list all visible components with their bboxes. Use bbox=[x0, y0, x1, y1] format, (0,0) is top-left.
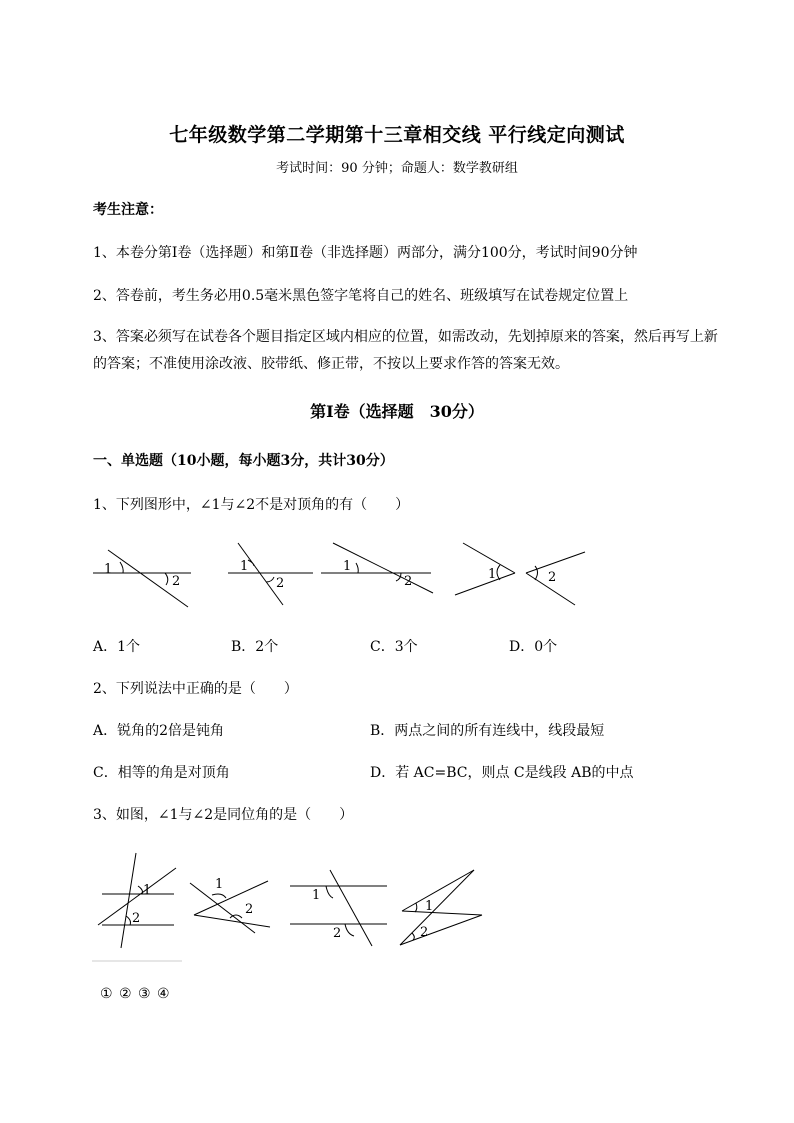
q3-fig3-label-1: 1 bbox=[312, 888, 321, 903]
q3-fig3-label-2: 2 bbox=[333, 926, 342, 941]
q3-fig4-line-b bbox=[402, 911, 482, 915]
q3-fig4-line-d bbox=[400, 915, 482, 945]
note-item-3: 3、答案必须写在试卷各个题目指定区域内相应的位置，如需改动，先划掉原来的答案，然后再写上新 bbox=[93, 329, 718, 345]
q3-fig4-arc-1 bbox=[415, 903, 417, 912]
note-item-3-cont: 的答案；不准使用涂改液、胶带纸、修正带，不按以上要求作答的答案无效。 bbox=[93, 356, 569, 372]
section-title: 第Ⅰ卷（选择题 30分） bbox=[310, 402, 484, 421]
fig2-label-2: 2 bbox=[276, 576, 285, 591]
q1-option-a[interactable]: A．1个 bbox=[93, 639, 141, 655]
fig3-label-2: 2 bbox=[404, 574, 413, 589]
page-title: 七年级数学第二学期第十三章相交线 平行线定向测试 bbox=[169, 124, 625, 146]
fig4-arc-1 bbox=[497, 565, 500, 580]
fig1-arc-1 bbox=[120, 562, 123, 573]
q2-option-c[interactable]: C．相等的角是对顶角 bbox=[93, 765, 230, 781]
notes-heading: 考生注意： bbox=[93, 202, 163, 218]
q3-fig4-label-1: 1 bbox=[425, 899, 434, 914]
q3-fig2-line-a bbox=[194, 881, 268, 915]
q3-fig4-label-2: 2 bbox=[420, 925, 429, 940]
question-2-stem: 2、下列说法中正确的是（ ） bbox=[93, 681, 298, 697]
q1-option-d[interactable]: D．0个 bbox=[509, 639, 558, 655]
q3-fig2-label-2: 2 bbox=[245, 902, 254, 917]
question-1-figures bbox=[88, 535, 598, 615]
q1-option-b[interactable]: B．2个 bbox=[231, 639, 279, 655]
part-title: 一、单选题（10小题，每小题3分，共计30分） bbox=[93, 453, 394, 469]
q3-fig3-arc-2 bbox=[345, 924, 354, 936]
q3-fig1-label-2: 2 bbox=[132, 911, 141, 926]
fig4-line-b bbox=[455, 573, 515, 595]
fig2-line-b bbox=[238, 543, 283, 605]
q1-option-c[interactable]: C．3个 bbox=[370, 639, 418, 655]
exam-info: 考试时间：90 分钟；命题人：数学教研组 bbox=[276, 161, 518, 176]
q3-fig1-label-1: 1 bbox=[143, 883, 152, 898]
fig1-arc-2 bbox=[165, 573, 168, 585]
question-1-stem: 1、下列图形中，∠1与∠2不是对顶角的有（ ） bbox=[93, 497, 410, 513]
q3-fig4-line-a bbox=[402, 870, 474, 911]
fig4-label-2: 2 bbox=[548, 570, 557, 585]
fig2-arc-2 bbox=[266, 577, 274, 582]
fig4-arc-2 bbox=[535, 566, 538, 580]
q3-fig2-arc-1 bbox=[212, 894, 226, 898]
fig3-label-1: 1 bbox=[343, 559, 352, 574]
fig4-label-1: 1 bbox=[488, 567, 497, 582]
q2-option-a[interactable]: A．锐角的2倍是钝角 bbox=[93, 723, 225, 739]
q3-fig2-label-1: 1 bbox=[215, 877, 224, 892]
fig1-label-1: 1 bbox=[104, 562, 113, 577]
q3-fig4-arc-2 bbox=[412, 933, 414, 940]
q2-option-d[interactable]: D．若 AC=BC，则点 C是线段 AB的中点 bbox=[370, 765, 634, 781]
q3-fig3-arc-1 bbox=[326, 886, 333, 898]
q3-fig1-arc-2 bbox=[126, 916, 131, 925]
note-item-1: 1、本卷分第Ⅰ卷（选择题）和第Ⅱ卷（非选择题）两部分，满分100分，考试时间90分钟 bbox=[93, 245, 638, 261]
fig1-label-2: 2 bbox=[172, 574, 181, 589]
q3-answer-row: ① ② ③ ④ bbox=[100, 986, 171, 1002]
fig3-arc-2 bbox=[396, 573, 401, 581]
q2-option-b[interactable]: B．两点之间的所有连线中，线段最短 bbox=[370, 723, 605, 739]
fig3-arc-1 bbox=[356, 563, 358, 573]
fig2-label-1: 1 bbox=[240, 559, 249, 574]
q3-fig4-line-c bbox=[400, 870, 474, 945]
question-3-figures bbox=[92, 848, 492, 966]
question-3-stem: 3、如图，∠1与∠2是同位角的是（ ） bbox=[93, 807, 354, 823]
q3-fig1-line-c bbox=[121, 853, 136, 948]
note-item-2: 2、答卷前，考生务必用0.5毫米黑色签字笔将自己的姓名、班级填写在试卷规定位置上 bbox=[93, 288, 629, 304]
